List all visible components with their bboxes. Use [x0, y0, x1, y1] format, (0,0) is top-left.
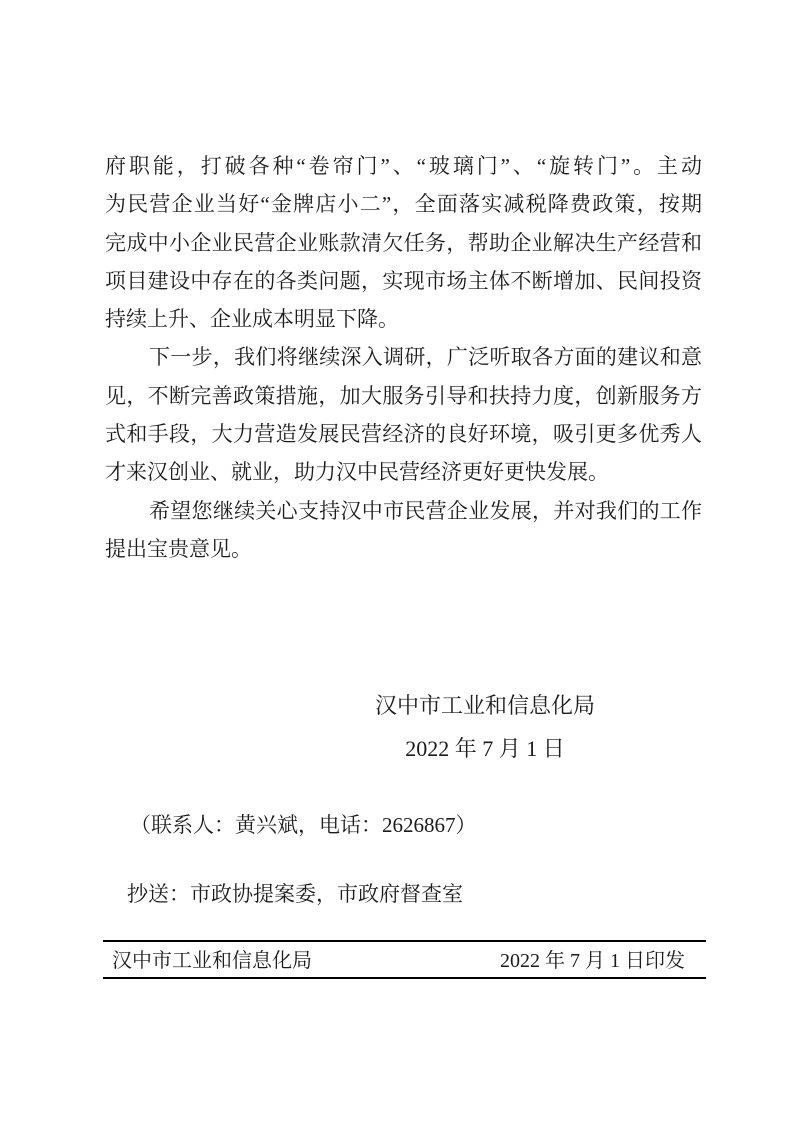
signature-date: 2022 年 7 月 1 日	[405, 736, 565, 761]
text-line: 持续上升、企业成本明显下降。	[105, 307, 399, 332]
footer-rule-top	[103, 940, 706, 942]
signature-org: 汉中市工业和信息化局	[374, 693, 595, 718]
paragraph	[105, 147, 702, 338]
text-line: 项目建设中存在的各类问题，实现市场主体不断增加、民间投资	[105, 268, 702, 293]
cc-line: 抄送：市政协提案委，市政府督查室	[127, 882, 463, 906]
text-line: 为民营企业当好“金牌店小二”，全面落实减税降费政策，按期	[105, 192, 702, 217]
footer-print-date: 2022 年 7 月 1 日印发	[500, 950, 685, 972]
text-line: 完成中小企业民营企业账款清欠任务，帮助企业解决生产经营和	[105, 230, 702, 255]
footer-issuer: 汉中市工业和信息化局	[112, 950, 312, 972]
text-line: 府职能，打破各种“卷帘门”、“玻璃门”、“旋转门”。主动	[105, 154, 702, 178]
text-line: 提出宝贵意见。	[105, 536, 252, 561]
text-line: 式和手段，大力营造发展民营经济的良好环境，吸引更多优秀人	[105, 422, 702, 447]
signature-block	[330, 684, 640, 770]
text-line: 希望您继续关心支持汉中市民营企业发展，并对我们的工作	[149, 498, 702, 523]
body-text	[105, 147, 702, 568]
footer-row	[112, 946, 685, 976]
footer-rule-bottom	[103, 977, 706, 979]
text-line: 才来汉创业、就业，助力汉中民营经济更好更快发展。	[105, 460, 609, 485]
text-line: 下一步，我们将继续深入调研，广泛听取各方面的建议和意	[149, 345, 702, 370]
paragraph	[105, 492, 702, 569]
contact-line: （联系人：黄兴斌，电话：2626867）	[130, 813, 477, 837]
paragraph	[105, 338, 702, 491]
text-line: 见，不断完善政策措施，加大服务引导和扶持力度，创新服务方	[105, 383, 702, 408]
